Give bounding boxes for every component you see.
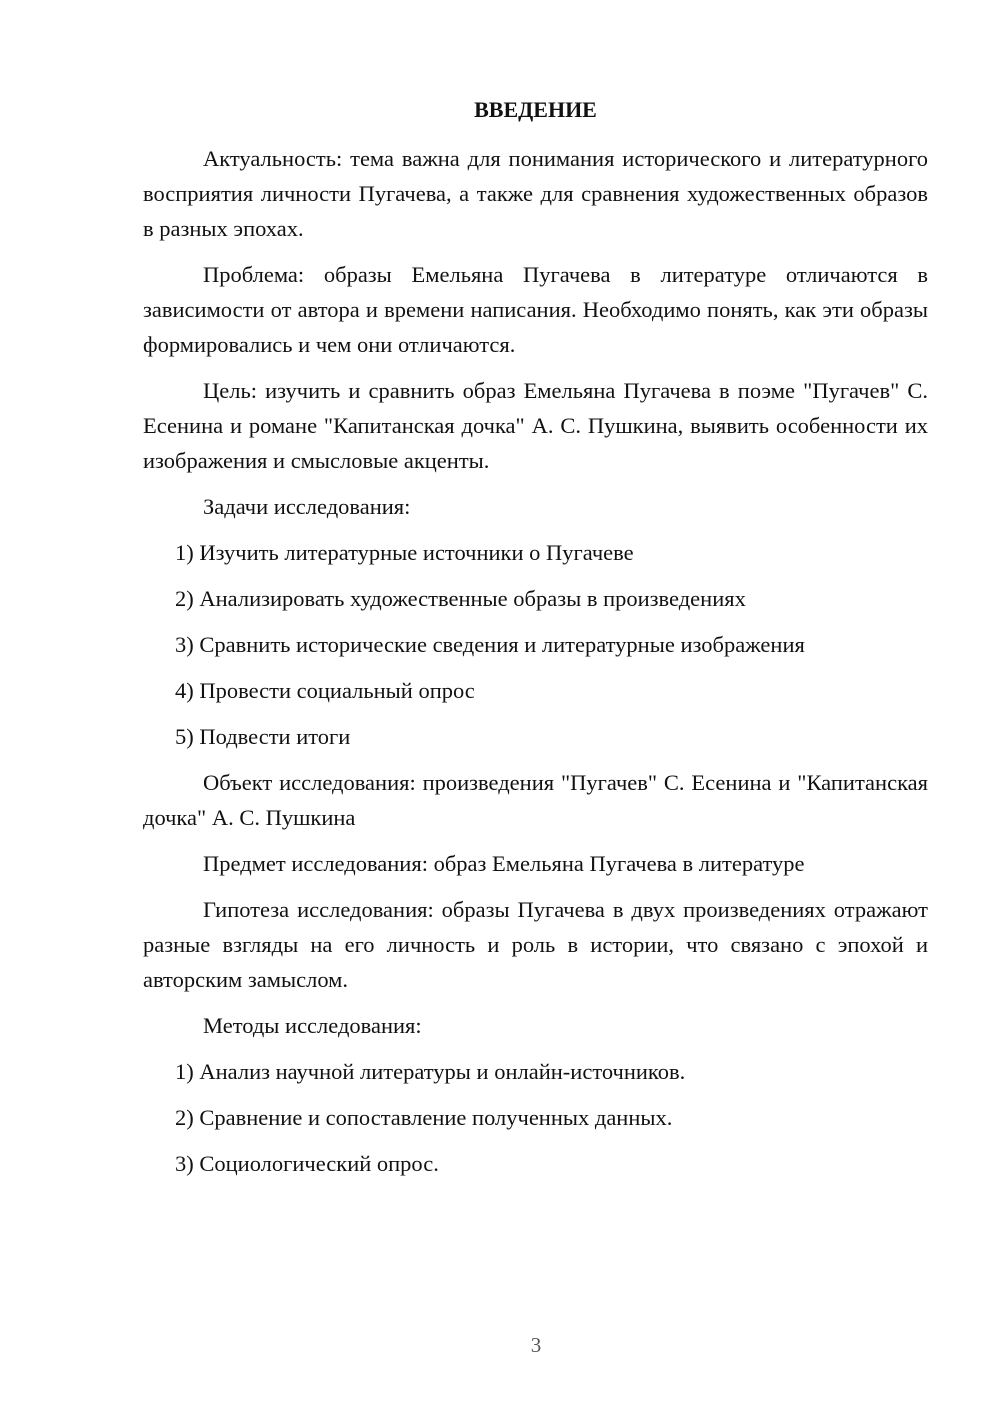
methods-list [143, 1054, 928, 1181]
methods-label: Методы исследования: [203, 1013, 422, 1038]
subject-paragraph: Предмет исследования: образ Емельяна Пугачева в литературе [203, 851, 805, 876]
relevance-paragraph: Актуальность: тема важна для понимания исторического и литературного восприятия личности Пугачева, а также для сравнения художественных образов в разных эпохах. [143, 146, 928, 241]
method-item: 2) Сравнение и сопоставление полученных данных. [175, 1105, 673, 1130]
page-number: 3 [530, 1333, 542, 1357]
tasks-list [143, 535, 928, 754]
section-title: ВВЕДЕНИЕ [474, 97, 597, 122]
task-item: 4) Провести социальный опрос [175, 678, 475, 703]
object-paragraph: Объект исследования: произведения "Пугачев" С. Есенина и "Капитанская дочка" А. С. Пушкина [143, 770, 928, 830]
hypothesis-paragraph: Гипотеза исследования: образы Пугачева в двух произведениях отражают разные взгляды на его личность и роль в истории, что связано с эпохой и авторским замыслом. [143, 897, 928, 992]
method-item: 1) Анализ научной литературы и онлайн-источников. [175, 1059, 686, 1084]
task-item: 1) Изучить литературные источники о Пугачеве [175, 540, 634, 565]
task-item: 2) Анализировать художественные образы в произведениях [175, 586, 746, 611]
problem-paragraph: Проблема: образы Емельяна Пугачева в литературе отличаются в зависимости от автора и времени написания. Необходимо понять, как эти образы формировались и чем они отличаются. [143, 262, 928, 357]
tasks-label: Задачи исследования: [203, 494, 411, 519]
goal-paragraph: Цель: изучить и сравнить образ Емельяна Пугачева в поэме "Пугачев" С. Есенина и романе "Капитанская дочка" А. С. Пушкина, выявить особенности их изображения и смысловые акценты. [143, 378, 928, 473]
task-item: 3) Сравнить исторические сведения и литературные изображения [175, 632, 805, 657]
task-item: 5) Подвести итоги [175, 724, 351, 749]
page-content [143, 92, 928, 1192]
method-item: 3) Социологический опрос. [175, 1151, 439, 1176]
